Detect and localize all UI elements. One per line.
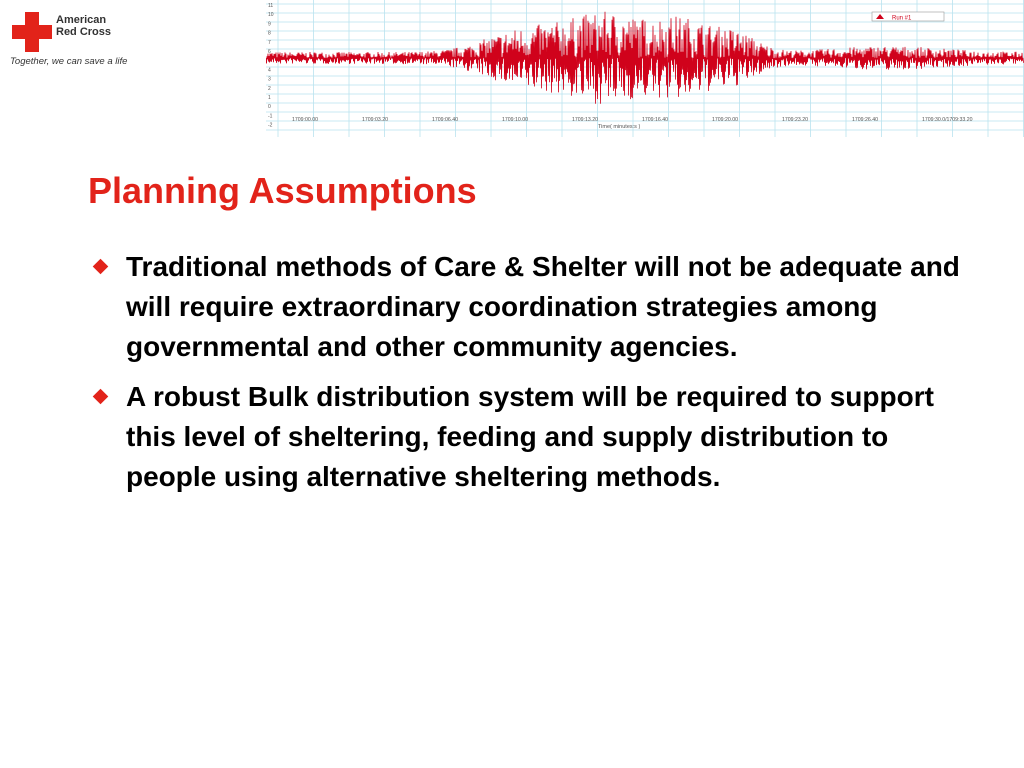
logo-wordmark bbox=[56, 14, 111, 38]
seismic-trace bbox=[266, 12, 1024, 104]
y-tick-label: 8 bbox=[268, 30, 271, 37]
x-tick-label: 1709:00.00 bbox=[292, 117, 318, 123]
x-tick-label: 1709:13.20 bbox=[572, 117, 598, 123]
x-tick-label: 1709:03.20 bbox=[362, 117, 388, 123]
y-tick-label: -2 bbox=[268, 122, 273, 129]
y-tick-label: -1 bbox=[268, 113, 273, 120]
logo-line-1: American bbox=[56, 14, 107, 26]
legend-label: Run #1 bbox=[892, 15, 912, 22]
y-tick-label: 9 bbox=[268, 21, 271, 28]
y-tick-label: 1 bbox=[268, 95, 271, 101]
x-tick-label: 1709:16.40 bbox=[642, 117, 668, 123]
logo-line-2: Red Cross bbox=[56, 26, 112, 38]
y-tick-label: 11 bbox=[268, 3, 274, 9]
diamond-bullet-icon bbox=[93, 389, 109, 405]
diamond-bullet-icon bbox=[93, 259, 109, 275]
red-cross-icon bbox=[12, 12, 52, 52]
bullet-item bbox=[90, 377, 970, 497]
bullet-item bbox=[90, 247, 970, 367]
x-tick-label: 1709:26.40 bbox=[852, 117, 878, 123]
x-tick-label: 1709:20.00 bbox=[712, 117, 738, 123]
y-tick-label: 0 bbox=[268, 104, 271, 111]
bullet-text: A robust Bulk distribution system will be required to support this level of sheltering, feeding and supply distribution to people using alternative sheltering methods. bbox=[126, 381, 934, 492]
x-tick-label: 1709:10.00 bbox=[502, 117, 528, 123]
bullet-list bbox=[90, 247, 970, 507]
american-red-cross-logo bbox=[8, 8, 138, 68]
y-tick-label: 10 bbox=[268, 12, 274, 19]
y-tick-label: 2 bbox=[268, 85, 271, 92]
x-tick-label: 1709:06.40 bbox=[432, 117, 458, 123]
y-tick-label: 7 bbox=[268, 39, 271, 46]
x-tick-label: 1709:23.20 bbox=[782, 117, 808, 123]
y-tick-label: 5 bbox=[268, 58, 271, 65]
x-axis-label: Time( minutes:s ) bbox=[598, 124, 641, 130]
x-tick-label: 1709:30.0/1709:33.20 bbox=[922, 117, 973, 123]
logo-tagline: Together, we can save a life bbox=[10, 56, 128, 67]
slide-title: Planning Assumptions bbox=[88, 170, 477, 211]
bullet-text: Traditional methods of Care & Shelter will not be adequate and will require extraordinary coordination strategies among governmental and other community agencies. bbox=[126, 251, 960, 362]
seismogram-image bbox=[266, 0, 1024, 137]
y-tick-label: 4 bbox=[268, 67, 271, 74]
y-tick-label: 3 bbox=[268, 76, 271, 83]
y-tick-label: 6 bbox=[268, 49, 271, 55]
